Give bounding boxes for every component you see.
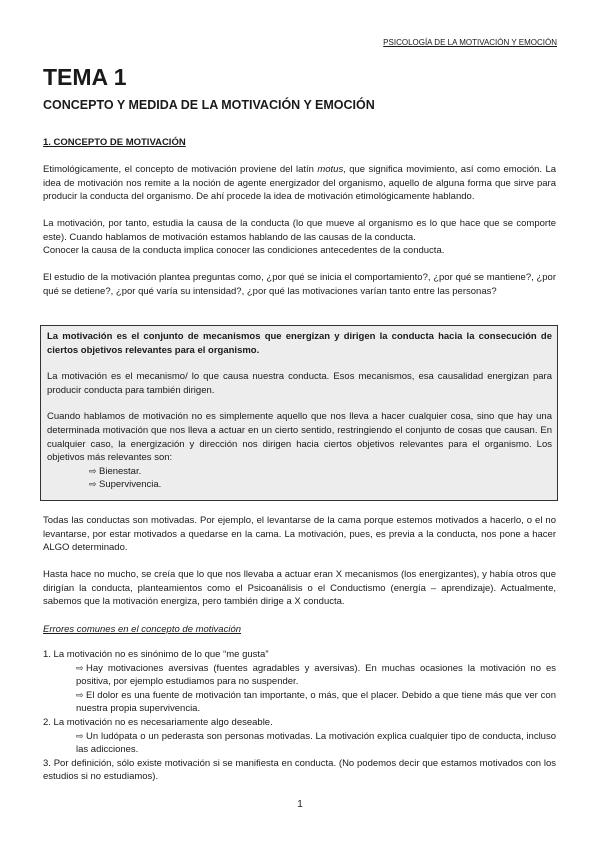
- definition-box: [40, 325, 558, 501]
- box-list-item: ⇨ Supervivencia.: [89, 479, 162, 491]
- error-item-1: 1. La motivación no es sinónimo de lo que “me gusta”: [43, 649, 269, 660]
- box-paragraph-2: La motivación es el mecanismo/ lo que causa nuestra conducta. Esos mecanismos, esa causalidad energizan para producir conducta para también dirigen.: [47, 371, 552, 396]
- error-item-2-sub-1: ⇨ Un ludópata o un pederasta son personas motivadas. La motivación explica cualquier tipo de conducta, incluso las adicciones.: [76, 730, 556, 756]
- body-paragraph-1: Todas las conductas son motivadas. Por ejemplo, el levantarse de la cama porque estemos motivados a hacerlo, o el no levantarse, por estar motivados a quedarse en la cama. La motivación, pues, es previa a la conducta, nos pone a hacer ALGO determinado.: [43, 515, 556, 554]
- arrow-right-icon: ⇨: [89, 465, 97, 476]
- page-subtitle: CONCEPTO Y MEDIDA DE LA MOTIVACIÓN Y EMOCIÓN: [43, 98, 375, 112]
- error-item-1-sub-2: ⇨ El dolor es una fuente de motivación tan importante, o más, que el placer. Debido a que tiene más que ver con nuestra propia supervivencia.: [76, 689, 556, 715]
- box-paragraph-3: Cuando hablamos de motivación no es simplemente aquello que nos lleva a hacer cualquier cosa, sino que hay una determinada motivación que nos lleva a actuar en un cierto sentido, restringiendo el conjunto de cosas que causan. En cualquier caso, la energización y dirección nos dirigen hacia ciertos objetivos relevantes para el organismo. Los objetivos más relevantes son:: [47, 411, 552, 464]
- intro-paragraph-3: Conocer la causa de la conducta implica conocer las condiciones antecedentes de la conducta.: [43, 245, 445, 256]
- arrow-right-icon: ⇨: [76, 662, 84, 673]
- latin-term: motus: [317, 164, 344, 175]
- error-item-3: 3. Por definición, sólo existe motivación si se manifiesta en conducta. (No podemos decir que estamos motivados con los estudios si no estudiamos).: [43, 757, 556, 783]
- errors-heading: Errores comunes en el concepto de motivación: [43, 624, 242, 635]
- error-item-2: 2. La motivación no es necesariamente algo deseable.: [43, 716, 273, 728]
- page-number: 1: [297, 799, 303, 810]
- arrow-right-icon: ⇨: [76, 730, 84, 741]
- definition-text: La motivación es el conjunto de mecanismos que energizan y dirigen la conducta hacia la consecución de ciertos objetivos relevantes para el organismo.: [47, 331, 552, 356]
- running-header: PSICOLOGÍA DE LA MOTIVACIÓN Y EMOCIÓN: [383, 38, 557, 47]
- intro-paragraph-2: La motivación, por tanto, estudia la causa de la conducta (lo que mueve al organismo es lo que hace que se comporte este). Cuando hablamos de motivación estamos hablando de las causas de la conducta.: [43, 218, 556, 243]
- errors-list: [43, 648, 556, 784]
- body-paragraph-2: Hasta hace no mucho, se creía que lo que nos llevaba a actuar eran X mecanismos (los energizantes), y había otros que dirigían la conducta, planteamientos como el Psicoanálisis o el Conductismo (energía – aprendizaje). Actualmente, sabemos que la motivación energiza, pero también dirige a X conducta.: [43, 569, 556, 608]
- arrow-right-icon: ⇨: [76, 689, 84, 700]
- intro-paragraph-4: El estudio de la motivación plantea preguntas como, ¿por qué se inicia el comportamiento?, ¿por qué se mantiene?, ¿por qué se detiene?, ¿por qué varía su intensidad?, ¿por qué las motivaciones varían tanto entre las personas?: [43, 272, 556, 297]
- page-title: TEMA 1: [43, 64, 127, 90]
- box-list-item: ⇨ Bienestar.: [89, 465, 142, 477]
- arrow-right-icon: ⇨: [89, 479, 97, 490]
- error-item-1-sub-1: ⇨ Hay motivaciones aversivas (fuentes agradables y aversivas). En muchas ocasiones la motivación no es positiva, por ejemplo estudiamos para no suspender.: [76, 662, 556, 688]
- intro-paragraph-1: Etimológicamente, el concepto de motivación proviene del latín motus, que significa movimiento, así como emoción. La idea de motivación nos remite a la noción de agente energizador del organismo, aquello de alguna forma que sirve para producir la conducta del organismo. De ahí procede la idea de motivación etimológicamente hablando.: [43, 164, 557, 203]
- section-heading: 1. CONCEPTO DE MOTIVACIÓN: [43, 137, 186, 148]
